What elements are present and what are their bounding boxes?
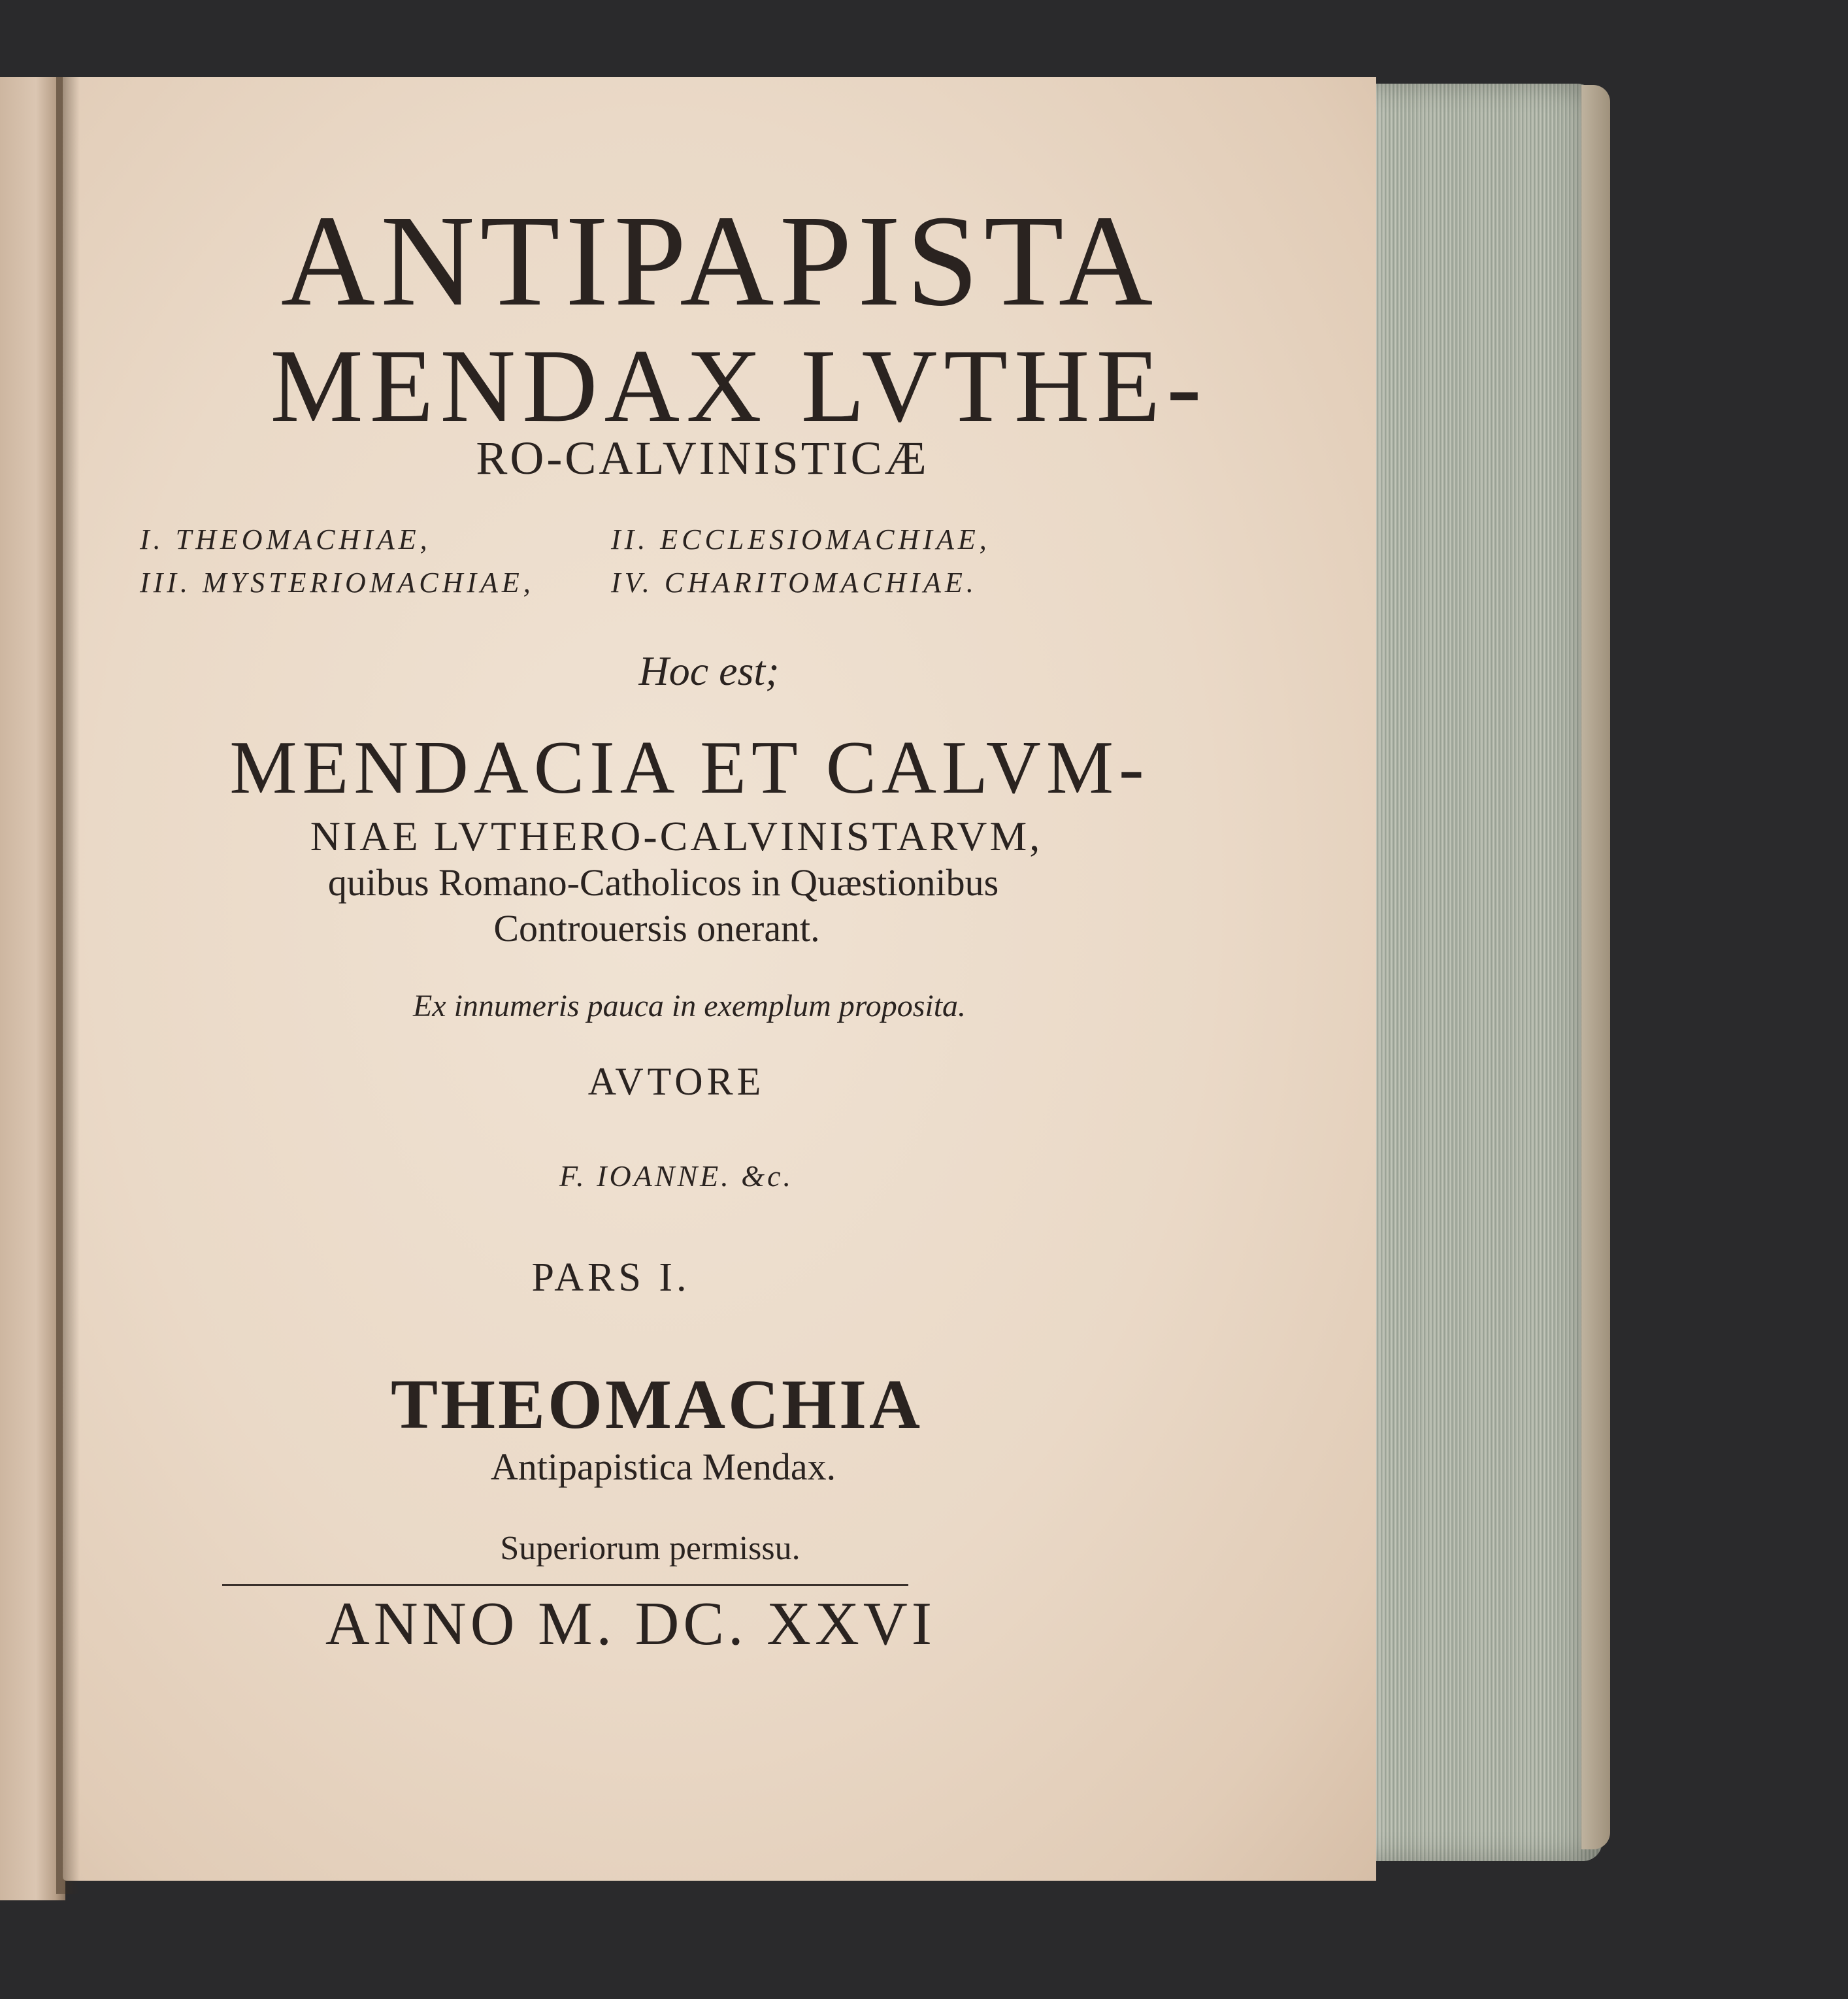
subtitle-theomachiae: I. THEOMACHIAE, bbox=[140, 523, 431, 555]
mendacia-heading: MENDACIA ET CALVM- bbox=[229, 726, 1149, 810]
imprint-year: ANNO M. DC. XXVI bbox=[325, 1590, 936, 1658]
theomachia-heading: THEOMACHIA bbox=[390, 1366, 923, 1444]
imprint-rule bbox=[222, 1584, 908, 1586]
hoc-est: Hoc est; bbox=[638, 648, 780, 694]
main-title: ANTIPAPISTA bbox=[280, 189, 1159, 333]
mendacia-description: quibus Romano-Catholicos in Quæstionibus bbox=[327, 861, 999, 904]
author-name: F. IOANNE. &c. bbox=[559, 1159, 793, 1193]
cover-board bbox=[1581, 85, 1610, 1849]
autore-label: AVTORE bbox=[587, 1060, 765, 1103]
subtitle-mysteriomachiae: III. MYSTERIOMACHIAE, bbox=[140, 567, 535, 599]
main-title-line-3: RO-CALVINISTICÆ bbox=[476, 432, 929, 484]
superiorum-permissu: Superiorum permissu. bbox=[500, 1530, 800, 1567]
ex-innumeris: Ex innumeris pauca in exemplum proposita. bbox=[412, 989, 966, 1023]
book-fore-edge bbox=[1367, 84, 1602, 1861]
pars-heading: PARS I. bbox=[531, 1255, 691, 1300]
mendacia-description-line-2: Controuersis onerant. bbox=[493, 907, 820, 950]
antipapistica-subheading: Antipapistica Mendax. bbox=[490, 1446, 836, 1488]
subtitle-ecclesiomachiae: II. ECCLESIOMACHIAE, bbox=[611, 523, 991, 555]
main-title-line-2: MENDAX LVTHE- bbox=[270, 327, 1208, 444]
mendacia-heading-line-2: NIAE LVTHERO-CALVINISTARVM, bbox=[310, 813, 1043, 859]
subtitle-charitomachiae: IV. CHARITOMACHIAE. bbox=[611, 567, 978, 599]
